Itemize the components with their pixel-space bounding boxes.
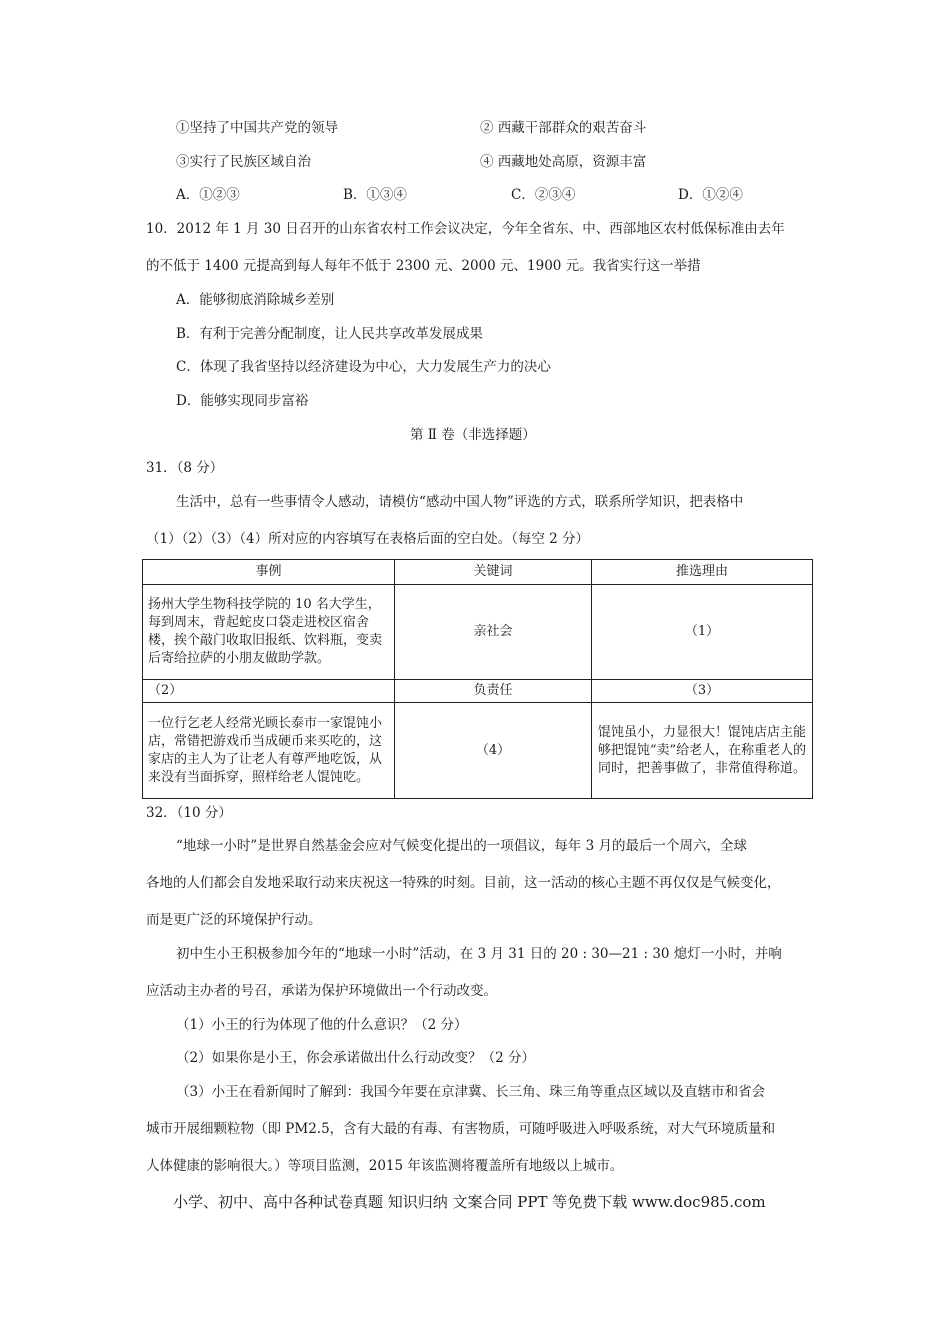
table-cell-keyword: 亲社会 xyxy=(395,585,592,680)
q9-item-4: ④ 西藏地处高原，资源丰富 xyxy=(480,154,647,170)
q9-item-2: ② 西藏干部群众的艰苦奋斗 xyxy=(480,120,647,136)
table-row xyxy=(143,680,813,703)
q32-para1-line-1: “地球一小时”是世界自然基金会应对气候变化提出的一项倡议，每年 3 月的最后一个周六，全球 xyxy=(176,838,747,854)
q9-item-1: ①坚持了中国共产党的领导 xyxy=(176,120,338,136)
table-cell-reason: 馄饨虽小，力显很大！馄饨店店主能够把馄饨“卖”给老人，在称重老人的同时，把善事做了，非常值得称道。 xyxy=(592,703,813,799)
q32-sub-question-3-line-3: 人体健康的影响很大。）等项目监测，2015 年该监测将覆盖所有地级以上城市。 xyxy=(146,1158,624,1174)
q10-option-d: D．能够实现同步富裕 xyxy=(176,393,309,409)
q31-table xyxy=(142,559,813,799)
q10-stem-line-1: 10．2012 年 1 月 30 日召开的山东省农村工作会议决定，今年全省东、中、西部地区农村低保标准由去年 xyxy=(146,221,785,237)
q31-number: 31．（8 分） xyxy=(146,460,224,476)
q9-option-c: C．②③④ xyxy=(511,187,576,203)
q31-intro-line-1: 生活中，总有一些事情令人感动，请模仿“感动中国人物”评选的方式，联系所学知识，把表格中 xyxy=(176,494,744,510)
table-row xyxy=(143,703,813,799)
table-header: 事例 xyxy=(143,560,395,585)
q10-option-b: B．有利于完善分配制度，让人民共享改革发展成果 xyxy=(176,326,483,342)
q31-intro-line-2: （1）（2）（3）（4）所对应的内容填写在表格后面的空白处。（每空 2 分） xyxy=(146,531,590,547)
q10-stem-line-2: 的不低于 1400 元提高到每人每年不低于 2300 元、2000 元、1900 元。我省实行这一举措 xyxy=(146,258,701,274)
table-cell-reason: （1） xyxy=(592,585,813,680)
q9-option-d: D．①②④ xyxy=(678,187,743,203)
q9-option-b: B．①③④ xyxy=(343,187,407,203)
footer-download-notice: 小学、初中、高中各种试卷真题 知识归纳 文案合同 PPT 等免费下载 www.doc985.com xyxy=(173,1193,766,1211)
q10-option-c: C．体现了我省坚持以经济建设为中心，大力发展生产力的决心 xyxy=(176,359,551,375)
q32-number: 32．（10 分） xyxy=(146,805,232,821)
q32-para2-line-2: 应活动主办者的号召，承诺为保护环境做出一个行动改变。 xyxy=(146,983,497,999)
q10-option-a: A．能够彻底消除城乡差别 xyxy=(176,292,335,308)
q32-sub-question-1: （1）小王的行为体现了他的什么意识？（2 分） xyxy=(176,1017,468,1033)
q9-option-a: A．①②③ xyxy=(176,187,240,203)
table-header: 推选理由 xyxy=(592,560,813,585)
table-cell-keyword: 负责任 xyxy=(395,680,592,703)
q32-para1-line-3: 而是更广泛的环境保护行动。 xyxy=(146,912,322,928)
section-title: 第 Ⅱ 卷（非选择题） xyxy=(410,427,536,443)
table-cell-case: 扬州大学生物科技学院的 10 名大学生，每到周末，背起蛇皮口袋走进校区宿舍楼，挨个敲门收取旧报纸、饮料瓶，变卖后寄给拉萨的小朋友做助学款。 xyxy=(143,585,395,680)
table-cell-reason: （3） xyxy=(592,680,813,703)
q9-item-3: ③实行了民族区域自治 xyxy=(176,154,311,170)
q32-para1-line-2: 各地的人们都会自发地采取行动来庆祝这一特殊的时刻。目前，这一活动的核心主题不再仅仅是气候变化， xyxy=(146,875,781,891)
q32-sub-question-2: （2）如果你是小王，你会承诺做出什么行动改变？（2 分） xyxy=(176,1050,535,1066)
q32-para2-line-1: 初中生小王积极参加今年的“地球一小时”活动，在 3 月 31 日的 20 : 30—21 : 30 熄灯一小时，并响 xyxy=(176,946,782,962)
table-cell-case: （2） xyxy=(143,680,395,703)
table-row xyxy=(143,585,813,680)
q32-sub-question-3-line-2: 城市开展细颗粒物（即 PM2.5，含有大最的有毒、有害物质，可随呼吸进入呼吸系统，对大气环境质量和 xyxy=(146,1121,776,1137)
table-header-row xyxy=(143,560,813,585)
table-header: 关键词 xyxy=(395,560,592,585)
q32-sub-question-3-line-1: （3）小王在看新闻时了解到：我国今年要在京津冀、长三角、珠三角等重点区域以及直辖市和省会 xyxy=(176,1084,766,1100)
table-cell-keyword: （4） xyxy=(395,703,592,799)
table-cell-case: 一位行乞老人经常光顾长泰市一家馄饨小店，常错把游戏币当成硬币来买吃的，这家店的主人为了让老人有尊严地吃饭，从来没有当面拆穿，照样给老人馄饨吃。 xyxy=(143,703,395,799)
